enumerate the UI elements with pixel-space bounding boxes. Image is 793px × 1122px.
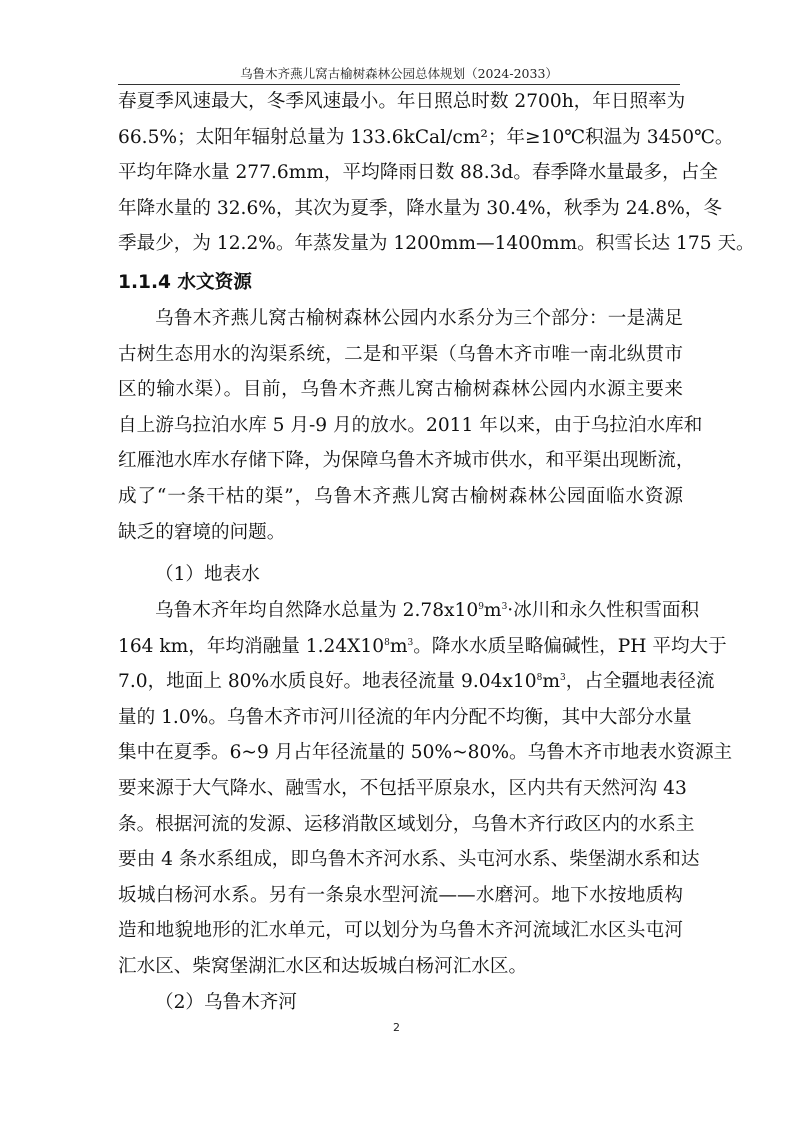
section-heading: 1.1.4 水文资源 [118,272,252,293]
page-number: 2 [393,1021,400,1034]
text-line: 66.5%；太阳年辐射总量为 133.6kCal/cm²；年≥10℃积温为 3450℃。 [118,126,734,148]
text-line [118,629,727,665]
text-line: 坂城白杨河水系。另有一条泉水型河流——水磨河。地下水按地质构 [118,884,683,906]
text-run: 乌鲁木齐年均自然降水总量为 2.78x10 [155,600,479,621]
text-line: 集中在夏季。6~9 月占年径流量的 50%~80%。乌鲁木齐市地表水资源主 [118,742,733,764]
text-line [118,664,715,700]
text-line: 乌鲁木齐燕儿窝古榆树森林公园内水系分为三个部分：一是满足 [155,308,683,329]
text-line: 缺乏的窘境的问题。 [118,521,286,543]
text-line: 平均年降水量 277.6mm，平均降雨日数 88.3d。春季降水量最多，占全 [118,162,718,184]
superscript: 8 [536,673,543,684]
text-run: m [483,600,502,621]
text-run: 7.0，地面上 80%水质良好。地表径流量 9.04x10 [118,671,537,693]
text-line: 古树生态用水的沟渠系统，二是和平渠（乌鲁木齐市唯一南北纵贯市 [118,343,683,365]
superscript: 9 [478,602,484,612]
superscript: 3 [559,673,566,684]
superscript: 3 [407,637,414,648]
text-run: m [542,671,560,693]
text-line: 春夏季风速最大，冬季风速最小。年日照总时数 2700h，年日照率为 [118,91,686,112]
subheading: （2）乌鲁木齐河 [155,992,297,1013]
text-line [118,593,700,629]
climate-paragraph [118,84,755,262]
text-line: 造和地貌地形的汇水单元，可以划分为乌鲁木齐河流域汇水区头屯河 [118,920,683,942]
text-run: 164 km，年均消融量 1.24X10 [118,635,385,657]
text-line: 汇水区、柴窝堡湖汇水区和达坂城白杨河汇水区。 [118,955,528,977]
text-line: 年降水量的 32.6%，其次为夏季，降水量为 30.4%，秋季为 24.8%，冬 [118,197,722,219]
hydro-paragraph [118,301,703,550]
text-line: 要由 4 条水系组成，即乌鲁木齐河水系、头屯河水系、柴堡湖水系和达 [118,849,700,871]
text-line: 成了“一条干枯的渠”，乌鲁木齐燕儿窝古榆树森林公园面临水资源 [118,485,683,507]
text-line: 条。根据河流的发源、运移消散区域划分，乌鲁木齐行政区内的水系主 [118,813,695,835]
running-header: 乌鲁木齐燕儿窝古榆树森林公园总体规划（2024-2033） [240,66,558,81]
text-run: m [389,635,408,657]
text-line: 自上游乌拉泊水库 5 月-9 月的放水。2011 年以来，由于乌拉泊水库和 [118,414,703,436]
subheading: （1）地表水 [155,564,260,585]
text-run: ，占全疆地表径流 [565,671,715,693]
superscript: 8 [384,637,390,648]
surface-water-paragraph [118,593,733,985]
text-line: 区的输水渠）。目前，乌鲁木齐燕儿窝古榆树森林公园内水源主要来 [118,379,683,401]
superscript: 3 [501,602,508,612]
text-line: 要来源于大气降水、融雪水，不包括平原泉水，区内共有天然河沟 43 [118,777,687,799]
subheading-block [118,557,683,593]
text-line: 季最少，为 12.2%。年蒸发量为 1200mm—1400mm。积雪长达 175 天。 [118,233,755,255]
subheading-block [118,985,683,1021]
text-run: ·冰川和永久性积雪面积 [507,600,700,621]
section-heading-block [118,265,683,301]
text-run: 。降水水质呈略偏碱性，PH 平均大于 [413,635,727,657]
text-line: 量的 1.0%。乌鲁木齐市河川径流的年内分配不均衡，其中大部分水量 [118,706,692,728]
text-line: 红雁池水库水存储下降，为保障乌鲁木齐城市供水，和平渠出现断流， [118,450,695,472]
